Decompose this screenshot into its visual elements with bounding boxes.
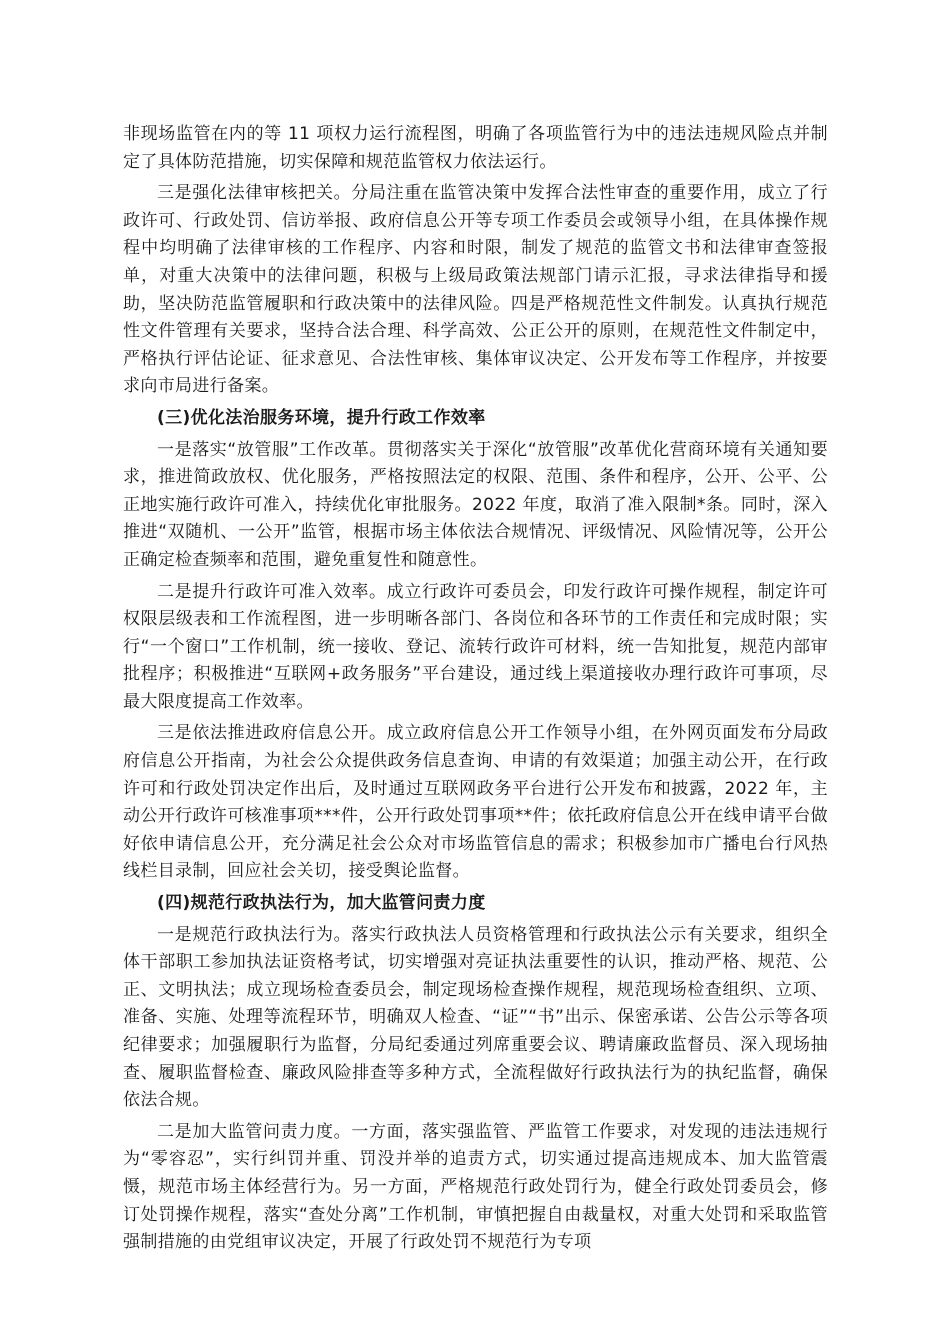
paragraph: 二是加大监管问责力度。一方面，落实强监管、严监管工作要求，对发现的违法违规行为“零容忍”，实行纠罚并重、罚没并举的追责方式，切实通过提高违规成本、加大监管震慑，规范市场主体经营行为。另一方面，严格规范行政处罚行为，健全行政处罚委员会，修订处罚操作规程，落实“查处分离”工作机制，审慎把握自由裁量权，对重大处罚和采取监管强制措施的由党组审议决定，开展了行政处罚不规范行为专项 [123, 1121, 828, 1253]
paragraph: 一是落实“放管服”工作改革。贯彻落实关于深化“放管服”改革优化营商环境有关通知要求，推进简政放权、优化服务，严格按照法定的权限、范围、条件和程序，公开、公平、公正地实施行政许可准入，持续优化审批服务。2022 年度，取消了准入限制*条。同时，深入推进“双随机、一公开”监管，根据市场主体依法合规情况、评级情况、风险情况等，公开公正确定检查频率和范围，避免重复性和随意性。 [123, 439, 828, 570]
paragraph: 一是规范行政执法行为。落实行政执法人员资格管理和行政执法公示有关要求，组织全体干部职工参加执法证资格考试，切实增强对亮证执法重要性的认识，推动严格、规范、公正、文明执法；成立现场检查委员会，制定现场检查操作规程，规范现场检查组织、立项、准备、实施、处理等流程环节，明确双人检查、“证”“书”出示、保密承诺、公告公示等各项纪律要求；加强履职行为监督，分局纪委通过列席重要会议、聘请廉政监督员、深入现场抽查、履职监督检查、廉政风险排查等多种方式，全流程做好行政执法行为的执纪监督，确保依法合规。 [123, 924, 828, 1111]
paragraph: 三是依法推进政府信息公开。成立政府信息公开工作领导小组，在外网页面发布分局政府信息公开指南，为社会公众提供政务信息查询、申请的有效渠道；加强主动公开，在行政许可和行政处罚决定作出后，及时通过互联网政务平台进行公开发布和披露，2022 年，主动公开行政许可核准事项***件，公开行政处罚事项**件；依托政府信息公开在线申请平台做好依申请信息公开，充分满足社会公众对市场监管信息的需求；积极参加市广播电台行风热线栏目录制，回应社会关切，接受舆论监督。 [123, 723, 828, 882]
paragraph: 三是强化法律审核把关。分局注重在监管决策中发挥合法性审查的重要作用，成立了行政许可、行政处罚、信访举报、政府信息公开等专项工作委员会或领导小组，在具体操作规程中均明确了法律审核的工作程序、内容和时限，制发了规范的监管文书和法律审查签报单，对重大决策中的法律问题，积极与上级局政策法规部门请示汇报，寻求法律指导和援助，坚决防范监管履职和行政决策中的法律风险。四是严格规范性文件制发。认真执行规范性文件管理有关要求，坚持合法合理、科学高效、公正公开的原则，在规范性文件制定中，严格执行评估论证、征求意见、合法性审核、集体审议决定、公开发布等工作程序，并按要求向市局进行备案。 [123, 183, 828, 397]
section-heading: (四)规范行政执法行为，加大监管问责力度 [157, 893, 486, 914]
paragraph: 非现场监管在内的等 11 项权力运行流程图，明确了各项监管行为中的违法违规风险点并制定了具体防范措施，切实保障和规范监管权力依法运行。 [123, 124, 828, 172]
section-heading: (三)优化法治服务环境，提升行政工作效率 [157, 407, 486, 428]
document-page [123, 121, 828, 1261]
paragraph: 二是提升行政许可准入效率。成立行政许可委员会，印发行政许可操作规程，制定许可权限层级表和工作流程图，进一步明晰各部门、各岗位和各环节的工作责任和完成时限；实行“一个窗口”工作机制，统一接收、登记、流转行政许可材料，统一告知批复，规范内部审批程序；积极推进“互联网+政务服务”平台建设，通过线上渠道接收办理行政许可事项，尽最大限度提高工作效率。 [123, 581, 828, 712]
